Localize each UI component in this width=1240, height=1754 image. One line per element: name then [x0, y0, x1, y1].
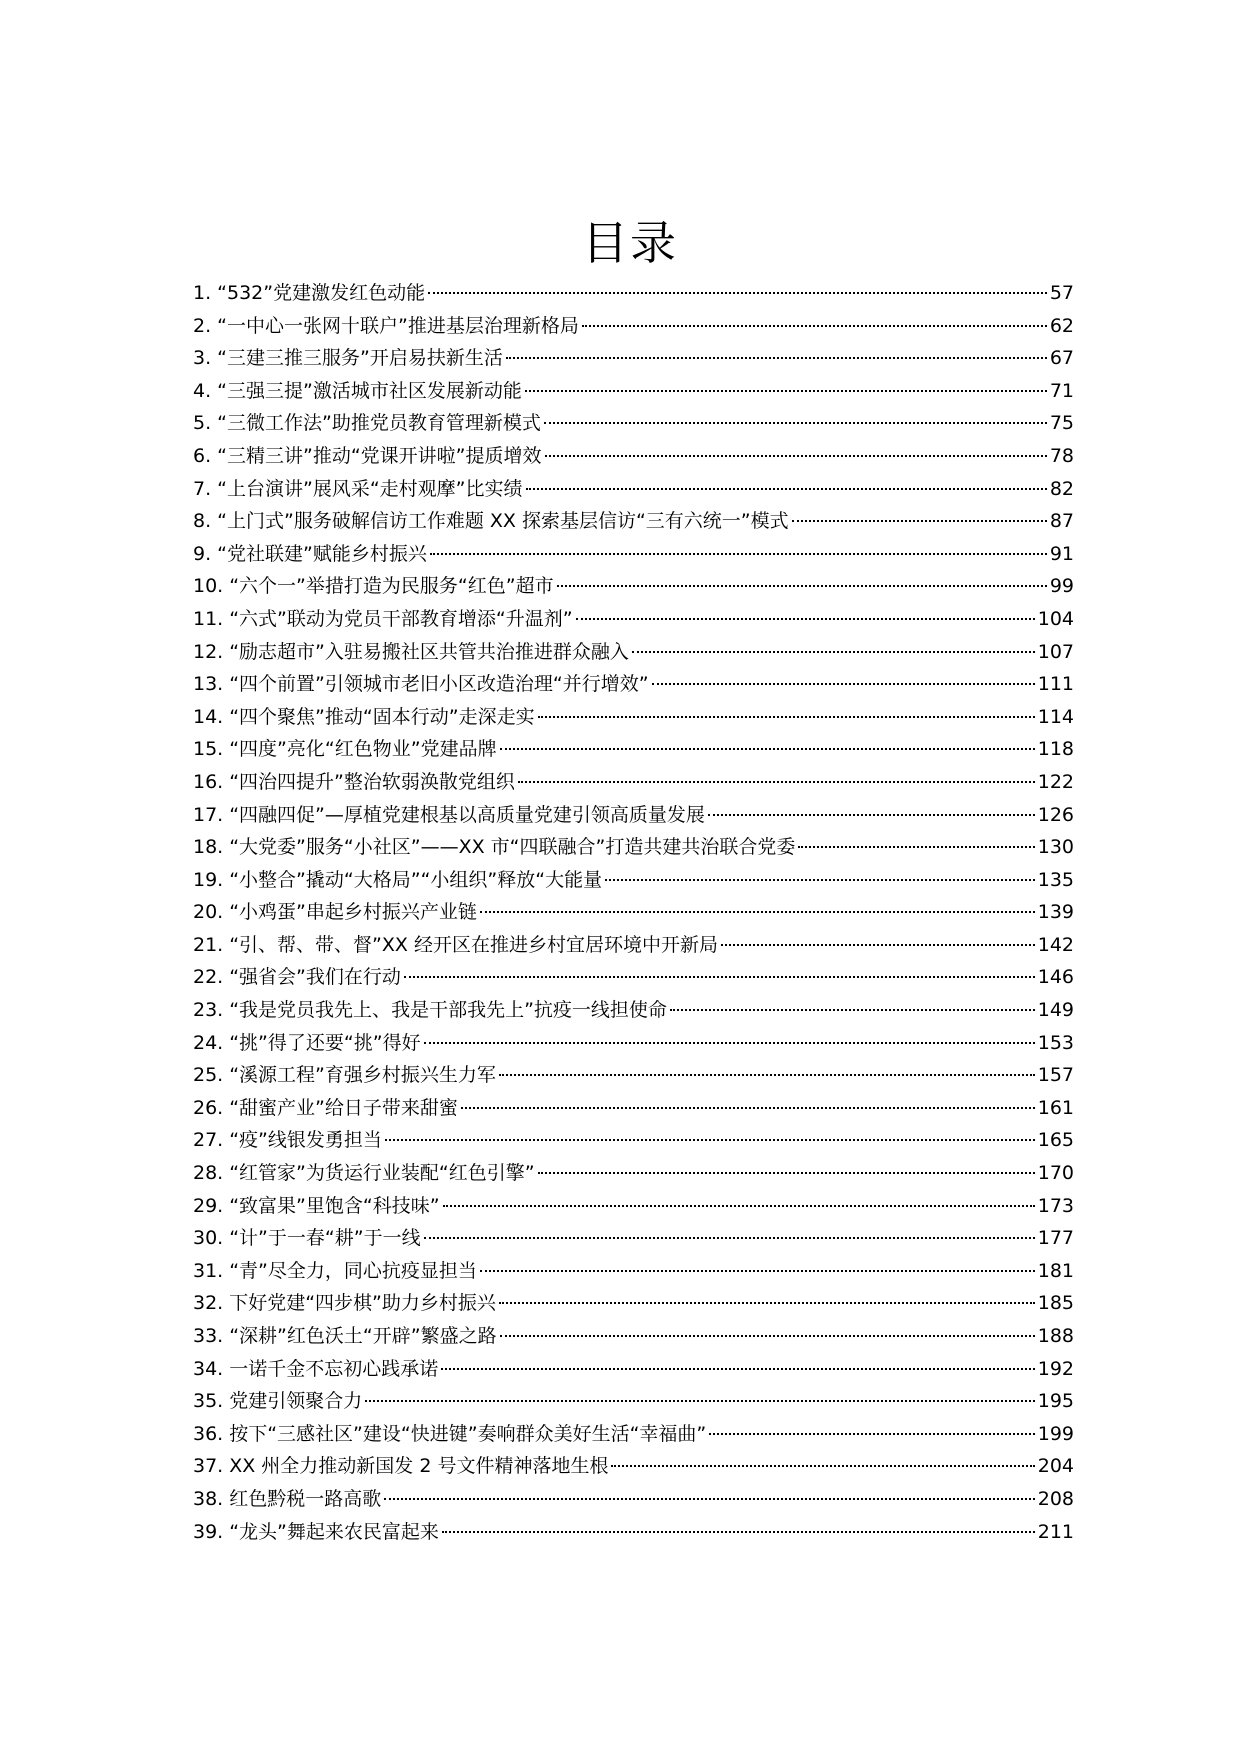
toc-entry-page-number: 67 [1049, 347, 1074, 370]
toc-entry-page-number: 211 [1037, 1520, 1074, 1543]
toc-entry-title: “计”于一春“耕”于一线 [229, 1227, 421, 1250]
toc-entry[interactable] [193, 766, 1074, 799]
toc-entry-page-number: 122 [1037, 770, 1074, 793]
toc-entry-title: “致富果”里饱含“科技味” [229, 1194, 440, 1217]
toc-entry-number: 9. [193, 542, 212, 565]
dot-leader [611, 1465, 1034, 1467]
toc-entry-number: 20. [193, 901, 224, 924]
toc-entry[interactable] [193, 1092, 1074, 1125]
toc-entry-page-number: 126 [1037, 803, 1074, 826]
toc-entry-title: 一诺千金不忘初心践承诺 [229, 1357, 439, 1380]
dot-leader [545, 455, 1047, 457]
toc-entry-title: “溪源工程”育强乡村振兴生力军 [229, 1064, 496, 1087]
toc-entry-title: “三建三推三服务”开启易扶新生活 [217, 347, 503, 370]
dot-leader [441, 1368, 1035, 1370]
toc-entry[interactable] [193, 1320, 1074, 1353]
dot-leader [798, 846, 1034, 848]
toc-entry-title: “六个一”举措打造为民服务“红色”超市 [229, 575, 554, 598]
toc-entry-page-number: 161 [1037, 1096, 1074, 1119]
toc-entry-title: “三强三提”激活城市社区发展新动能 [217, 379, 522, 402]
toc-entry-title: “甜蜜产业”给日子带来甜蜜 [229, 1096, 458, 1119]
toc-entry-number: 35. [193, 1390, 224, 1413]
toc-entry-title: “四治四提升”整治软弱涣散党组织 [229, 770, 515, 793]
toc-entry-number: 12. [193, 640, 224, 663]
toc-entry-title: “六式”联动为党员干部教育增添“升温剂” [229, 607, 573, 630]
toc-entry[interactable] [193, 733, 1074, 766]
dot-leader [652, 683, 1035, 685]
toc-entry-page-number: 157 [1037, 1064, 1074, 1087]
dot-leader [538, 1172, 1035, 1174]
dot-leader [461, 1107, 1035, 1109]
toc-entry-number: 13. [193, 673, 224, 696]
toc-entry-page-number: 91 [1049, 542, 1074, 565]
toc-entry-number: 37. [193, 1455, 224, 1478]
toc-entry-number: 7. [193, 477, 212, 500]
page-title: 目录 [582, 216, 678, 270]
toc-entry-page-number: 87 [1049, 510, 1074, 533]
toc-entry-title: “党社联建”赋能乡村振兴 [217, 542, 427, 565]
toc-entry[interactable] [193, 1222, 1074, 1255]
toc-entry-number: 26. [193, 1096, 224, 1119]
toc-entry-number: 11. [193, 607, 224, 630]
toc-entry[interactable] [193, 310, 1074, 343]
toc-entry-page-number: 99 [1049, 575, 1074, 598]
toc-entry-page-number: 153 [1037, 1031, 1074, 1054]
toc-entry-page-number: 107 [1037, 640, 1074, 663]
dot-leader [506, 357, 1047, 359]
toc-entry-number: 36. [193, 1422, 224, 1445]
toc-entry-page-number: 204 [1037, 1455, 1074, 1478]
toc-entry[interactable] [193, 831, 1074, 864]
toc-entry[interactable] [193, 440, 1074, 473]
toc-entry-page-number: 78 [1049, 444, 1074, 467]
toc-entry-title: “龙头”舞起来农民富起来 [229, 1520, 439, 1543]
toc-entry-title: “上门式”服务破解信访工作难题 XX 探索基层信访“三有六统一”模式 [217, 510, 789, 533]
toc-entry-number: 4. [193, 379, 212, 402]
toc-entry-title: 党建引领聚合力 [229, 1390, 363, 1413]
toc-entry[interactable] [193, 1385, 1074, 1418]
toc-entry[interactable] [193, 961, 1074, 994]
toc-entry-title: “四度”亮化“红色物业”党建品牌 [229, 738, 497, 761]
dot-leader [576, 618, 1035, 620]
dot-leader [525, 390, 1047, 392]
toc-entry-title: “小整合”撬动“大格局”“小组织”释放“大能量 [229, 868, 603, 891]
toc-entry-page-number: 181 [1037, 1259, 1074, 1282]
toc-entry-page-number: 173 [1037, 1194, 1074, 1217]
toc-entry-page-number: 104 [1037, 607, 1074, 630]
dot-leader [518, 781, 1035, 783]
toc-entry-number: 22. [193, 966, 224, 989]
dot-leader [385, 1139, 1035, 1141]
toc-entry-title: “引、帮、带、督”XX 经开区在推进乡村宜居环境中开新局 [229, 933, 718, 956]
toc-entry-page-number: 188 [1037, 1325, 1074, 1347]
toc-entry-number: 38. [193, 1487, 224, 1510]
toc-entry-page-number: 111 [1037, 673, 1074, 696]
toc-entry-page-number: 114 [1037, 705, 1074, 728]
toc-entry-page-number: 165 [1037, 1129, 1074, 1152]
toc-entry-number: 2. [193, 314, 212, 337]
dot-leader [430, 553, 1047, 555]
toc-entry[interactable] [193, 701, 1074, 734]
toc-entry-number: 8. [193, 510, 212, 533]
toc-entry-title: “三精三讲”推动“党课开讲啦”提质增效 [217, 444, 542, 467]
toc-entry-title: “四个前置”引领城市老旧小区改造治理“并行增效” [229, 673, 649, 696]
toc-entry-number: 24. [193, 1031, 224, 1054]
toc-entry[interactable] [193, 1027, 1074, 1060]
toc-entry-page-number: 170 [1037, 1162, 1074, 1185]
toc-entry[interactable] [193, 1255, 1074, 1288]
toc-entry[interactable] [193, 407, 1074, 440]
dot-leader [632, 651, 1035, 653]
dot-leader [424, 1042, 1035, 1044]
toc-entry[interactable] [193, 994, 1074, 1027]
toc-entry-number: 16. [193, 770, 224, 793]
toc-entry-number: 33. [193, 1325, 224, 1347]
toc-entry-title: “我是党员我先上、我是干部我先上”抗疫一线担使命 [229, 999, 667, 1022]
toc-entry-number: 30. [193, 1227, 224, 1250]
toc-entry[interactable] [193, 1418, 1074, 1451]
toc-entry[interactable] [193, 570, 1074, 603]
toc-entry-title: “四个聚焦”推动“固本行动”走深走实 [229, 705, 535, 728]
toc-entry[interactable] [193, 1516, 1074, 1549]
toc-entry-number: 21. [193, 933, 224, 956]
dot-leader [480, 911, 1035, 913]
toc-entry-title: “大党委”服务“小社区”——XX 市“四联融合”打造共建共治联合党委 [229, 836, 796, 859]
toc-entry-number: 17. [193, 803, 224, 826]
toc-entry[interactable] [193, 1059, 1074, 1092]
toc-entry-title: “532”党建激发红色动能 [217, 282, 426, 304]
toc-entry[interactable] [193, 603, 1074, 636]
toc-entry-number: 29. [193, 1194, 224, 1217]
toc-entry-page-number: 142 [1037, 933, 1074, 956]
toc-entry-number: 34. [193, 1357, 224, 1380]
dot-leader [404, 976, 1035, 978]
toc-entry-title: “励志超市”入驻易搬社区共管共治推进群众融入 [229, 640, 629, 663]
toc-entry-number: 3. [193, 347, 212, 370]
toc-entry-title: 按下“三感社区”建设“快进键”奏响群众美好生活“幸福曲” [229, 1422, 707, 1445]
toc-entry[interactable] [193, 277, 1074, 310]
toc-entry[interactable] [193, 864, 1074, 897]
dot-leader [442, 1531, 1035, 1533]
toc-entry[interactable] [193, 538, 1074, 571]
dot-leader [709, 1433, 1034, 1435]
toc-entry[interactable] [193, 636, 1074, 669]
dot-leader [428, 292, 1047, 294]
toc-entry-page-number: 82 [1049, 477, 1074, 500]
toc-entry[interactable] [193, 1450, 1074, 1483]
dot-leader [721, 944, 1035, 946]
toc-entry-title: “疫”线银发勇担当 [229, 1129, 382, 1152]
dot-leader [557, 585, 1047, 587]
toc-entry-title: “强省会”我们在行动 [229, 966, 401, 989]
toc-entry[interactable] [193, 1287, 1074, 1320]
dot-leader [792, 520, 1047, 522]
toc-entry-page-number: 118 [1037, 738, 1074, 761]
toc-entry[interactable] [193, 473, 1074, 506]
toc-entry[interactable] [193, 1124, 1074, 1157]
toc-entry-page-number: 75 [1049, 412, 1074, 435]
toc-entry-number: 15. [193, 738, 224, 761]
toc-entry-number: 32. [193, 1292, 224, 1315]
toc-entry[interactable] [193, 1353, 1074, 1386]
toc-entry-title: 下好党建“四步棋”助力乡村振兴 [229, 1292, 496, 1315]
dot-leader [424, 1237, 1035, 1239]
toc-entry-number: 28. [193, 1162, 224, 1185]
toc-entry[interactable] [193, 505, 1074, 538]
toc-list [193, 277, 1074, 1548]
toc-entry-number: 1. [193, 282, 212, 304]
toc-entry-title: XX 州全力推动新国发 2 号文件精神落地生根 [229, 1455, 609, 1478]
toc-entry-page-number: 208 [1037, 1487, 1074, 1510]
toc-entry[interactable] [193, 668, 1074, 701]
toc-entry-title: “挑”得了还要“挑”得好 [229, 1031, 421, 1054]
toc-entry-number: 6. [193, 444, 212, 467]
toc-entry-page-number: 135 [1037, 868, 1074, 891]
toc-entry-page-number: 146 [1037, 966, 1074, 989]
toc-entry[interactable] [193, 896, 1074, 929]
toc-entry-number: 18. [193, 836, 224, 859]
toc-entry[interactable] [193, 1190, 1074, 1223]
dot-leader [500, 1335, 1035, 1337]
dot-leader [500, 748, 1035, 750]
toc-entry-number: 19. [193, 868, 224, 891]
toc-entry-title: “上台演讲”展风采“走村观摩”比实绩 [217, 477, 523, 500]
toc-entry-page-number: 62 [1049, 314, 1074, 337]
toc-entry-title: “小鸡蛋”串起乡村振兴产业链 [229, 901, 477, 924]
dot-leader [384, 1498, 1035, 1500]
toc-entry-number: 27. [193, 1129, 224, 1152]
toc-entry-title: “青”尽全力，同心抗疫显担当 [229, 1259, 477, 1282]
toc-entry[interactable] [193, 342, 1074, 375]
toc-entry-page-number: 199 [1037, 1422, 1074, 1445]
toc-entry-title: “红管家”为货运行业装配“红色引擎” [229, 1162, 535, 1185]
dot-leader [443, 1205, 1035, 1207]
toc-entry-number: 25. [193, 1064, 224, 1087]
toc-entry-title: 红色黔税一路高歌 [229, 1487, 382, 1510]
toc-entry-page-number: 57 [1049, 282, 1074, 304]
toc-entry-number: 39. [193, 1520, 224, 1543]
dot-leader [526, 488, 1047, 490]
dot-leader [499, 1074, 1035, 1076]
toc-entry-page-number: 139 [1037, 901, 1074, 924]
toc-entry-number: 31. [193, 1259, 224, 1282]
toc-entry[interactable] [193, 799, 1074, 832]
toc-entry-number: 23. [193, 999, 224, 1022]
dot-leader [605, 879, 1035, 881]
toc-entry[interactable] [193, 1157, 1074, 1190]
toc-entry-title: “一中心一张网十联户”推进基层治理新格局 [217, 314, 579, 337]
dot-leader [708, 814, 1035, 816]
toc-entry-page-number: 71 [1049, 379, 1074, 402]
toc-entry-page-number: 195 [1037, 1390, 1074, 1413]
dot-leader [499, 1302, 1035, 1304]
dot-leader [365, 1400, 1035, 1402]
toc-entry[interactable] [193, 1483, 1074, 1516]
toc-entry[interactable] [193, 929, 1074, 962]
dot-leader [538, 716, 1035, 718]
toc-entry-number: 5. [193, 412, 212, 435]
toc-entry[interactable] [193, 375, 1074, 408]
toc-entry-number: 14. [193, 705, 224, 728]
toc-entry-page-number: 177 [1037, 1227, 1074, 1250]
toc-entry-page-number: 149 [1037, 999, 1074, 1022]
dot-leader [544, 422, 1047, 424]
toc-entry-number: 10. [193, 575, 224, 598]
toc-entry-page-number: 185 [1037, 1292, 1074, 1315]
dot-leader [480, 1270, 1035, 1272]
toc-entry-title: “三微工作法”助推党员教育管理新模式 [217, 412, 541, 435]
toc-entry-title: “四融四促”—厚植党建根基以高质量党建引领高质量发展 [229, 803, 705, 826]
toc-entry-page-number: 130 [1037, 836, 1074, 859]
toc-entry-page-number: 192 [1037, 1357, 1074, 1380]
dot-leader [582, 325, 1047, 327]
dot-leader [670, 1009, 1035, 1011]
toc-entry-title: “深耕”红色沃土“开辟”繁盛之路 [229, 1325, 497, 1347]
